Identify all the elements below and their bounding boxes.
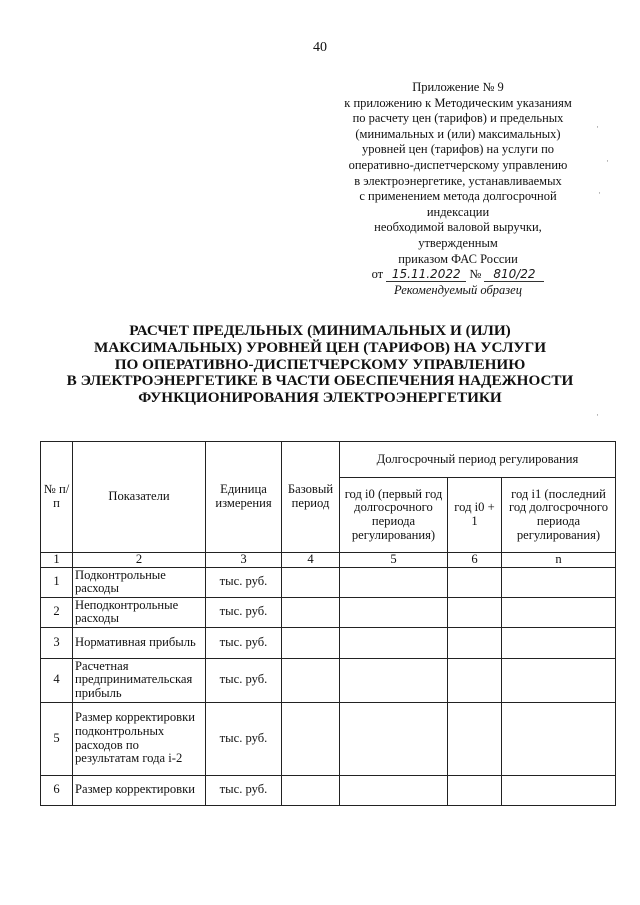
row-indicator: Неподконтрольные расходы: [73, 597, 206, 627]
scan-speck: ·: [596, 122, 599, 132]
row-indicator: Размер корректировки: [73, 775, 206, 805]
row-number: 1: [41, 567, 73, 597]
header-indicator: Показатели: [73, 442, 206, 553]
row-unit: тыс. руб.: [206, 597, 282, 627]
column-index: n: [502, 553, 616, 568]
row-indicator: Нормативная прибыль: [73, 627, 206, 658]
header-base-period: Базовый период: [282, 442, 340, 553]
row-number: 4: [41, 658, 73, 702]
cell-year-i0: [340, 775, 448, 805]
page-number: 40: [313, 40, 327, 55]
order-number-prefix: №: [469, 267, 482, 282]
cell-year-i0-plus-1: [448, 627, 502, 658]
annex-line: оперативно-диспетчерскому управлению: [348, 157, 568, 172]
annex-line: Приложение № 9: [412, 80, 504, 94]
annex-line: приказом ФАС России: [398, 251, 518, 266]
cell-year-i0: [340, 627, 448, 658]
title-line: ПО ОПЕРАТИВНО-ДИСПЕТЧЕРСКОМУ УПРАВЛЕНИЮ: [114, 355, 526, 373]
cell-year-i0-plus-1: [448, 567, 502, 597]
header-row-top: [41, 442, 616, 478]
header-num: № п/п: [41, 442, 73, 553]
cell-base: [282, 658, 340, 702]
scan-speck: ·: [598, 188, 601, 198]
annex-line: индексации: [426, 204, 490, 219]
title-line: В ЭЛЕКТРОЭНЕРГЕТИКЕ В ЧАСТИ ОБЕСПЕЧЕНИЯ НАДЕЖНОСТИ: [66, 372, 574, 390]
cell-year-i0: [340, 658, 448, 702]
cell-base: [282, 702, 340, 775]
annex-line: утвержденным: [418, 235, 498, 250]
row-number: 2: [41, 597, 73, 627]
header-year-i1: год i1 (последний год долгосрочного периода регулирования): [502, 478, 616, 553]
column-index: 5: [340, 553, 448, 568]
title-line: РАСЧЕТ ПРЕДЕЛЬНЫХ (МИНИМАЛЬНЫХ И (ИЛИ): [129, 322, 511, 339]
cell-year-i1: [502, 567, 616, 597]
cell-year-i0-plus-1: [448, 775, 502, 805]
table-row: [41, 658, 616, 702]
table-row: [41, 597, 616, 627]
order-date-handwritten: 15.11.2022: [386, 268, 466, 282]
column-index: 2: [73, 553, 206, 568]
title-line: МАКСИМАЛЬНЫХ) УРОВНЕЙ ЦЕН (ТАРИФОВ) НА УСЛУГИ: [93, 338, 547, 356]
cell-base: [282, 567, 340, 597]
table-row: [41, 775, 616, 805]
scan-speck: ·: [596, 410, 599, 420]
column-index: 6: [448, 553, 502, 568]
row-unit: тыс. руб.: [206, 658, 282, 702]
tariff-calculation-table: [40, 441, 616, 806]
cell-year-i0: [340, 567, 448, 597]
cell-year-i1: [502, 702, 616, 775]
column-index: 4: [282, 553, 340, 568]
cell-year-i0-plus-1: [448, 658, 502, 702]
table-row: [41, 702, 616, 775]
column-index: 3: [206, 553, 282, 568]
row-unit: тыс. руб.: [206, 702, 282, 775]
table-row: [41, 567, 616, 597]
cell-base: [282, 627, 340, 658]
cell-year-i1: [502, 775, 616, 805]
header-long-term-period: Долгосрочный период регулирования: [340, 442, 616, 478]
row-indicator: Размер корректировки подконтрольных расходов по результатам года i-2: [73, 702, 206, 775]
order-number-handwritten: 810/22: [484, 268, 544, 282]
cell-year-i1: [502, 627, 616, 658]
cell-year-i1: [502, 658, 616, 702]
annex-line: к приложению к Методическим указаниям: [344, 95, 572, 110]
table-row: [41, 627, 616, 658]
order-line: [330, 267, 586, 283]
row-number: 6: [41, 775, 73, 805]
document-title: [0, 323, 640, 407]
row-unit: тыс. руб.: [206, 627, 282, 658]
row-indicator: Подконтрольные расходы: [73, 567, 206, 597]
cell-base: [282, 775, 340, 805]
row-unit: тыс. руб.: [206, 775, 282, 805]
annex-line: необходимой валовой выручки,: [374, 220, 542, 235]
column-index-row: [41, 553, 616, 568]
header-year-i0-plus-1: год i0 + 1: [448, 478, 502, 553]
cell-year-i0-plus-1: [448, 702, 502, 775]
cell-year-i1: [502, 597, 616, 627]
title-line: ФУНКЦИОНИРОВАНИЯ ЭЛЕКТРОЭНЕРГЕТИКИ: [138, 389, 502, 407]
annex-line: с применением метода долгосрочной: [359, 189, 557, 204]
header-unit: Единица измерения: [206, 442, 282, 553]
scan-speck: ·: [606, 156, 609, 166]
row-number: 5: [41, 702, 73, 775]
annex-line: в электроэнергетике, устанавливаемых: [354, 173, 562, 188]
annex-line: по расчету цен (тарифов) и предельных: [352, 111, 564, 126]
annex-block: [330, 80, 586, 298]
row-number: 3: [41, 627, 73, 658]
annex-line: уровней цен (тарифов) на услуги по: [361, 142, 555, 157]
cell-year-i0: [340, 702, 448, 775]
column-index: 1: [41, 553, 73, 568]
header-year-i0: год i0 (первый год долгосрочного периода регулирования): [340, 478, 448, 553]
cell-year-i0: [340, 597, 448, 627]
cell-year-i0-plus-1: [448, 597, 502, 627]
row-unit: тыс. руб.: [206, 567, 282, 597]
recommended-sample-label: Рекомендуемый образец: [394, 282, 522, 297]
annex-line: (минимальных и (или) максимальных): [355, 126, 561, 141]
cell-base: [282, 597, 340, 627]
row-indicator: Расчетная предпринимательская прибыль: [73, 658, 206, 702]
order-prefix: от: [371, 267, 384, 282]
